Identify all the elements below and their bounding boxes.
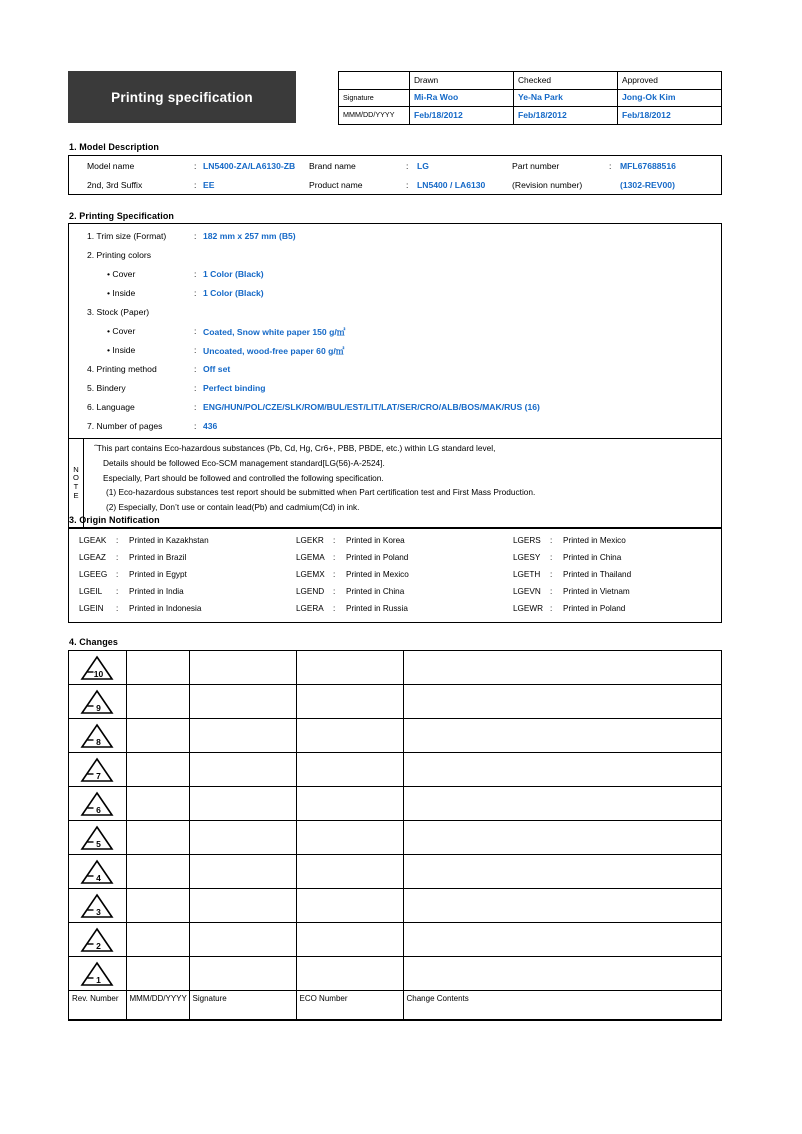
spec-label-colors-inside: • Inside bbox=[107, 288, 136, 298]
date-drawn: Feb/18/2012 bbox=[410, 107, 514, 125]
spec-value-colors-inside: 1 Color (Black) bbox=[203, 288, 264, 298]
origin-text: Printed in Kazakhstan bbox=[129, 536, 209, 545]
note-side-label bbox=[69, 439, 84, 527]
origin-code: LGERS bbox=[513, 536, 541, 545]
spec-colon-colors-cover: : bbox=[194, 269, 197, 279]
spec-label-language: 6. Language bbox=[87, 402, 135, 412]
changes-cell-date[interactable] bbox=[126, 821, 189, 855]
changes-cell-date[interactable] bbox=[126, 957, 189, 991]
origin-code: LGEIN bbox=[79, 604, 104, 613]
changes-cell-signature[interactable] bbox=[189, 889, 296, 923]
model-description-table bbox=[68, 155, 722, 195]
product-name-value: LN5400 / LA6130 bbox=[417, 179, 486, 190]
part-number-value: MFL67688516 bbox=[620, 160, 676, 171]
origin-code: LGEKR bbox=[296, 536, 324, 545]
revision-triangle-icon bbox=[80, 859, 114, 885]
origin-code: LGEEG bbox=[79, 570, 108, 579]
product-name-label: Product name bbox=[309, 179, 363, 190]
note-line-5: (2) Especially, Don’t use or contain lead(Pb) and cadmium(Cd) in ink. bbox=[106, 502, 360, 513]
spec-label-stock-inside: • Inside bbox=[107, 345, 136, 355]
heading-printing-specification: 2. Printing Specification bbox=[69, 211, 175, 221]
signoff-col-checked: Checked bbox=[514, 72, 618, 90]
origin-entry bbox=[503, 550, 721, 567]
changes-footer-row bbox=[69, 991, 721, 1020]
changes-cell-date[interactable] bbox=[126, 685, 189, 719]
spec-value-colors-cover: 1 Color (Black) bbox=[203, 269, 264, 279]
document-title-block bbox=[68, 71, 296, 123]
revision-marker-cell bbox=[69, 855, 126, 889]
note-letter-o: O bbox=[73, 473, 79, 483]
changes-cell-contents[interactable] bbox=[403, 651, 721, 685]
footer-col-change-contents: Change Contents bbox=[403, 991, 721, 1020]
footer-col-rev-number: Rev. Number bbox=[69, 991, 126, 1020]
spec-row-colors-inside bbox=[69, 284, 721, 303]
revision-marker-cell bbox=[69, 753, 126, 787]
svg-text:9: 9 bbox=[96, 702, 102, 713]
origin-entry bbox=[69, 567, 286, 584]
origin-colon: : bbox=[116, 570, 119, 579]
table-row bbox=[69, 821, 721, 855]
origin-entry bbox=[503, 601, 721, 618]
suffix-label: 2nd, 3rd Suffix bbox=[87, 179, 143, 190]
changes-cell-contents[interactable] bbox=[403, 889, 721, 923]
signoff-col-approved: Approved bbox=[618, 72, 722, 90]
table-row bbox=[69, 787, 721, 821]
changes-cell-signature[interactable] bbox=[189, 719, 296, 753]
changes-cell-eco[interactable] bbox=[296, 923, 403, 957]
changes-cell-signature[interactable] bbox=[189, 685, 296, 719]
origin-text: Printed in Mexico bbox=[563, 536, 626, 545]
suffix-colon: : bbox=[194, 179, 197, 190]
signoff-date-row bbox=[339, 107, 722, 125]
table-row bbox=[69, 855, 721, 889]
svg-text:10: 10 bbox=[94, 668, 104, 679]
spec-row-stock-cover bbox=[69, 322, 721, 341]
changes-cell-signature[interactable] bbox=[189, 957, 296, 991]
spec-colon-stock-inside: : bbox=[194, 345, 197, 355]
spec-rows bbox=[69, 224, 721, 438]
svg-text:8: 8 bbox=[96, 736, 102, 747]
origin-colon: : bbox=[333, 570, 336, 579]
signoff-col-drawn: Drawn bbox=[410, 72, 514, 90]
changes-cell-contents[interactable] bbox=[403, 855, 721, 889]
table-row bbox=[69, 719, 721, 753]
revision-marker-cell bbox=[69, 787, 126, 821]
spec-colon-trim-size: : bbox=[194, 231, 197, 241]
origin-text: Printed in China bbox=[346, 587, 405, 596]
origin-text: Printed in Korea bbox=[346, 536, 405, 545]
origin-code: LGEWR bbox=[513, 604, 544, 613]
origin-code: LGEAK bbox=[79, 536, 107, 545]
origin-code: LGETH bbox=[513, 570, 541, 579]
origin-text: Printed in Poland bbox=[563, 604, 626, 613]
signature-checked: Ye-Na Park bbox=[514, 89, 618, 107]
origin-text: Printed in Thailand bbox=[563, 570, 632, 579]
signoff-row-label-signature: Signature bbox=[339, 89, 410, 107]
model-description-row-2 bbox=[69, 175, 721, 194]
model-name-label: Model name bbox=[87, 160, 135, 171]
origin-text: Printed in Brazil bbox=[129, 553, 187, 562]
table-row bbox=[69, 957, 721, 991]
changes-cell-contents[interactable] bbox=[403, 957, 721, 991]
changes-cell-date[interactable] bbox=[126, 651, 189, 685]
spec-row-bindery bbox=[69, 379, 721, 398]
origin-colon: : bbox=[333, 604, 336, 613]
changes-cell-signature[interactable] bbox=[189, 651, 296, 685]
origin-colon: : bbox=[116, 553, 119, 562]
spec-row-stock-inside bbox=[69, 341, 721, 360]
footer-col-eco-number: ECO Number bbox=[296, 991, 403, 1020]
revision-triangle-icon bbox=[80, 961, 114, 987]
note-letter-t: T bbox=[73, 482, 79, 491]
spec-value-stock-cover: Coated, Snow white paper 150 g/㎡ bbox=[203, 327, 346, 337]
changes-cell-date[interactable] bbox=[126, 923, 189, 957]
origin-code: LGERA bbox=[296, 604, 324, 613]
changes-cell-contents[interactable] bbox=[403, 685, 721, 719]
origin-entry bbox=[503, 533, 721, 550]
origin-text: Printed in Poland bbox=[346, 553, 409, 562]
changes-cell-eco[interactable] bbox=[296, 719, 403, 753]
note-block bbox=[69, 438, 721, 527]
signoff-row-label-date: MMM/DD/YYYY bbox=[339, 107, 410, 125]
spec-label-colors-cover: • Cover bbox=[107, 269, 136, 279]
origin-text: Printed in Vietnam bbox=[563, 587, 630, 596]
origin-colon: : bbox=[333, 553, 336, 562]
model-description-row-1 bbox=[69, 156, 721, 175]
heading-changes: 4. Changes bbox=[69, 637, 119, 647]
origin-text: Printed in Indonesia bbox=[129, 604, 202, 613]
signoff-corner-cell bbox=[339, 72, 410, 90]
origin-colon: : bbox=[333, 536, 336, 545]
revision-marker-cell bbox=[69, 651, 126, 685]
changes-cell-signature[interactable] bbox=[189, 787, 296, 821]
origin-code: LGEAZ bbox=[79, 553, 106, 562]
origin-entry bbox=[503, 567, 721, 584]
origin-text: Printed in Mexico bbox=[346, 570, 409, 579]
origin-colon: : bbox=[550, 604, 553, 613]
spec-label-bindery: 5. Bindery bbox=[87, 383, 126, 393]
changes-cell-eco[interactable] bbox=[296, 889, 403, 923]
table-row bbox=[69, 651, 721, 685]
spec-colon-language: : bbox=[194, 402, 197, 412]
footer-col-date: MMM/DD/YYYY bbox=[126, 991, 189, 1020]
table-row bbox=[69, 923, 721, 957]
signoff-signature-row bbox=[339, 89, 722, 107]
spec-row-printing-colors bbox=[69, 246, 721, 265]
svg-text:5: 5 bbox=[96, 838, 102, 849]
revision-triangle-icon bbox=[80, 791, 114, 817]
signoff-table bbox=[338, 71, 722, 125]
svg-text:1: 1 bbox=[96, 974, 102, 985]
origin-colon: : bbox=[116, 604, 119, 613]
heading-model-description: 1. Model Description bbox=[69, 142, 160, 152]
brand-name-label: Brand name bbox=[309, 160, 356, 171]
brand-name-value: LG bbox=[417, 160, 429, 171]
spec-label-printing-method: 4. Printing method bbox=[87, 364, 157, 374]
spec-row-number-of-pages bbox=[69, 417, 721, 438]
revision-triangle-icon bbox=[80, 723, 114, 749]
spec-row-trim-size bbox=[69, 227, 721, 246]
revision-marker-cell bbox=[69, 685, 126, 719]
printing-specification-table bbox=[68, 223, 722, 528]
revision-triangle-icon bbox=[80, 927, 114, 953]
spec-row-printing-method bbox=[69, 360, 721, 379]
origin-colon: : bbox=[550, 570, 553, 579]
revision-marker-cell bbox=[69, 821, 126, 855]
changes-cell-eco[interactable] bbox=[296, 753, 403, 787]
changes-cell-date[interactable] bbox=[126, 753, 189, 787]
changes-cell-eco[interactable] bbox=[296, 821, 403, 855]
origin-code: LGEIL bbox=[79, 587, 103, 596]
changes-cell-signature[interactable] bbox=[189, 855, 296, 889]
changes-cell-contents[interactable] bbox=[403, 753, 721, 787]
origin-entry bbox=[69, 550, 286, 567]
page-title: Printing specification bbox=[111, 89, 253, 105]
changes-body bbox=[69, 651, 721, 991]
origin-colon: : bbox=[550, 536, 553, 545]
origin-text: Printed in India bbox=[129, 587, 184, 596]
origin-entry bbox=[286, 601, 503, 618]
spec-value-number-of-pages: 436 bbox=[203, 421, 218, 431]
changes-cell-date[interactable] bbox=[126, 719, 189, 753]
spec-label-stock: 3. Stock (Paper) bbox=[87, 307, 150, 317]
model-name-colon: : bbox=[194, 160, 197, 171]
spec-colon-bindery: : bbox=[194, 383, 197, 393]
changes-cell-eco[interactable] bbox=[296, 685, 403, 719]
signature-drawn: Mi-Ra Woo bbox=[410, 89, 514, 107]
origin-colon: : bbox=[116, 587, 119, 596]
svg-text:7: 7 bbox=[96, 770, 102, 781]
origin-code: LGEND bbox=[296, 587, 325, 596]
changes-cell-date[interactable] bbox=[126, 787, 189, 821]
changes-cell-contents[interactable] bbox=[403, 923, 721, 957]
spec-colon-printing-method: : bbox=[194, 364, 197, 374]
revision-number-label: (Revision number) bbox=[512, 179, 583, 190]
spec-colon-stock-cover: : bbox=[194, 326, 197, 336]
changes-cell-contents[interactable] bbox=[403, 719, 721, 753]
origin-entry bbox=[286, 550, 503, 567]
spec-row-stock bbox=[69, 303, 721, 322]
changes-cell-date[interactable] bbox=[126, 889, 189, 923]
origin-entry bbox=[286, 533, 503, 550]
spec-colon-colors-inside: : bbox=[194, 288, 197, 298]
origin-colon: : bbox=[550, 553, 553, 562]
origin-code: LGEMX bbox=[296, 570, 325, 579]
changes-cell-date[interactable] bbox=[126, 855, 189, 889]
changes-cell-eco[interactable] bbox=[296, 651, 403, 685]
origin-text: Printed in Russia bbox=[346, 604, 408, 613]
revision-marker-cell bbox=[69, 923, 126, 957]
origin-code: LGEVN bbox=[513, 587, 541, 596]
spec-row-colors-cover bbox=[69, 265, 721, 284]
revision-triangle-icon bbox=[80, 655, 114, 681]
date-checked: Feb/18/2012 bbox=[514, 107, 618, 125]
origin-code: LGEMA bbox=[296, 553, 325, 562]
part-number-label: Part number bbox=[512, 160, 560, 171]
changes-cell-contents[interactable] bbox=[403, 787, 721, 821]
origin-text: Printed in Egypt bbox=[129, 570, 187, 579]
svg-text:6: 6 bbox=[96, 804, 102, 815]
signoff-header-row bbox=[339, 72, 722, 90]
spec-value-printing-method: Off set bbox=[203, 364, 231, 374]
spec-label-trim-size: 1. Trim size (Format) bbox=[87, 231, 167, 241]
revision-triangle-icon bbox=[80, 757, 114, 783]
spec-label-printing-colors: 2. Printing colors bbox=[87, 250, 152, 260]
origin-entry bbox=[286, 584, 503, 601]
footer-col-signature: Signature bbox=[189, 991, 296, 1020]
note-body bbox=[84, 439, 721, 527]
origin-colon: : bbox=[333, 587, 336, 596]
revision-triangle-icon bbox=[80, 893, 114, 919]
origin-entry bbox=[69, 601, 286, 618]
note-line-1: ˝This part contains Eco-hazardous substances (Pb, Cd, Hg, Cr6+, PBB, PBDE, etc.) within LG standard level, bbox=[94, 443, 496, 453]
table-row bbox=[69, 685, 721, 719]
origin-code: LGESY bbox=[513, 553, 541, 562]
origin-colon: : bbox=[116, 536, 119, 545]
origin-entry bbox=[286, 567, 503, 584]
brand-name-colon: : bbox=[406, 160, 409, 171]
spec-label-number-of-pages: 7. Number of pages bbox=[87, 421, 163, 431]
product-name-colon: : bbox=[406, 179, 409, 190]
note-line-2: Details should be followed Eco-SCM management standard[LG(56)-A-2524]. bbox=[103, 457, 385, 468]
note-letter-e: E bbox=[73, 490, 79, 500]
changes-cell-signature[interactable] bbox=[189, 821, 296, 855]
spec-value-language: ENG/HUN/POL/CZE/SLK/ROM/BUL/EST/LIT/LAT/SER/CRO/ALB/BOS/MAK/RUS (16) bbox=[203, 402, 540, 412]
note-line-3: Especially, Part should be followed and controlled the following specification. bbox=[103, 472, 384, 483]
changes-cell-eco[interactable] bbox=[296, 855, 403, 889]
model-name-value: LN5400-ZA/LA6130-ZB bbox=[203, 160, 296, 171]
origin-entry bbox=[69, 584, 286, 601]
suffix-value: EE bbox=[203, 179, 215, 190]
heading-origin-notification: 3. Origin Notification bbox=[69, 515, 160, 525]
revision-triangle-icon bbox=[80, 689, 114, 715]
changes-table bbox=[69, 651, 721, 1020]
revision-marker-cell bbox=[69, 957, 126, 991]
spec-colon-number-of-pages: : bbox=[194, 421, 197, 431]
date-approved: Feb/18/2012 bbox=[618, 107, 722, 125]
origin-notification-table bbox=[68, 528, 722, 623]
spec-value-trim-size: 182 mm x 257 mm (B5) bbox=[203, 231, 296, 241]
changes-cell-eco[interactable] bbox=[296, 787, 403, 821]
changes-cell-signature[interactable] bbox=[189, 753, 296, 787]
spec-value-bindery: Perfect binding bbox=[203, 383, 266, 393]
changes-cell-signature[interactable] bbox=[189, 923, 296, 957]
origin-entry bbox=[69, 533, 286, 550]
spec-label-stock-cover: • Cover bbox=[107, 326, 136, 336]
changes-table-wrapper bbox=[68, 650, 722, 1021]
svg-text:2: 2 bbox=[96, 940, 102, 951]
svg-text:4: 4 bbox=[96, 872, 102, 883]
spec-value-stock-inside: Uncoated, wood-free paper 60 g/㎡ bbox=[203, 346, 345, 356]
spec-row-language bbox=[69, 398, 721, 417]
table-row bbox=[69, 889, 721, 923]
origin-colon: : bbox=[550, 587, 553, 596]
svg-text:3: 3 bbox=[96, 906, 102, 917]
signature-approved: Jong-Ok Kim bbox=[618, 89, 722, 107]
revision-triangle-icon bbox=[80, 825, 114, 851]
note-letter-n: N bbox=[73, 464, 79, 474]
origin-text: Printed in China bbox=[563, 553, 622, 562]
note-line-4: (1) Eco-hazardous substances test report should be submitted when Part certification test and First Mass Production. bbox=[106, 487, 536, 498]
part-number-colon: : bbox=[609, 160, 612, 171]
table-row bbox=[69, 753, 721, 787]
changes-cell-eco[interactable] bbox=[296, 957, 403, 991]
changes-cell-contents[interactable] bbox=[403, 821, 721, 855]
revision-number-value: (1302-REV00) bbox=[620, 179, 675, 190]
revision-marker-cell bbox=[69, 719, 126, 753]
revision-marker-cell bbox=[69, 889, 126, 923]
origin-entry bbox=[503, 584, 721, 601]
origin-grid bbox=[69, 529, 721, 622]
